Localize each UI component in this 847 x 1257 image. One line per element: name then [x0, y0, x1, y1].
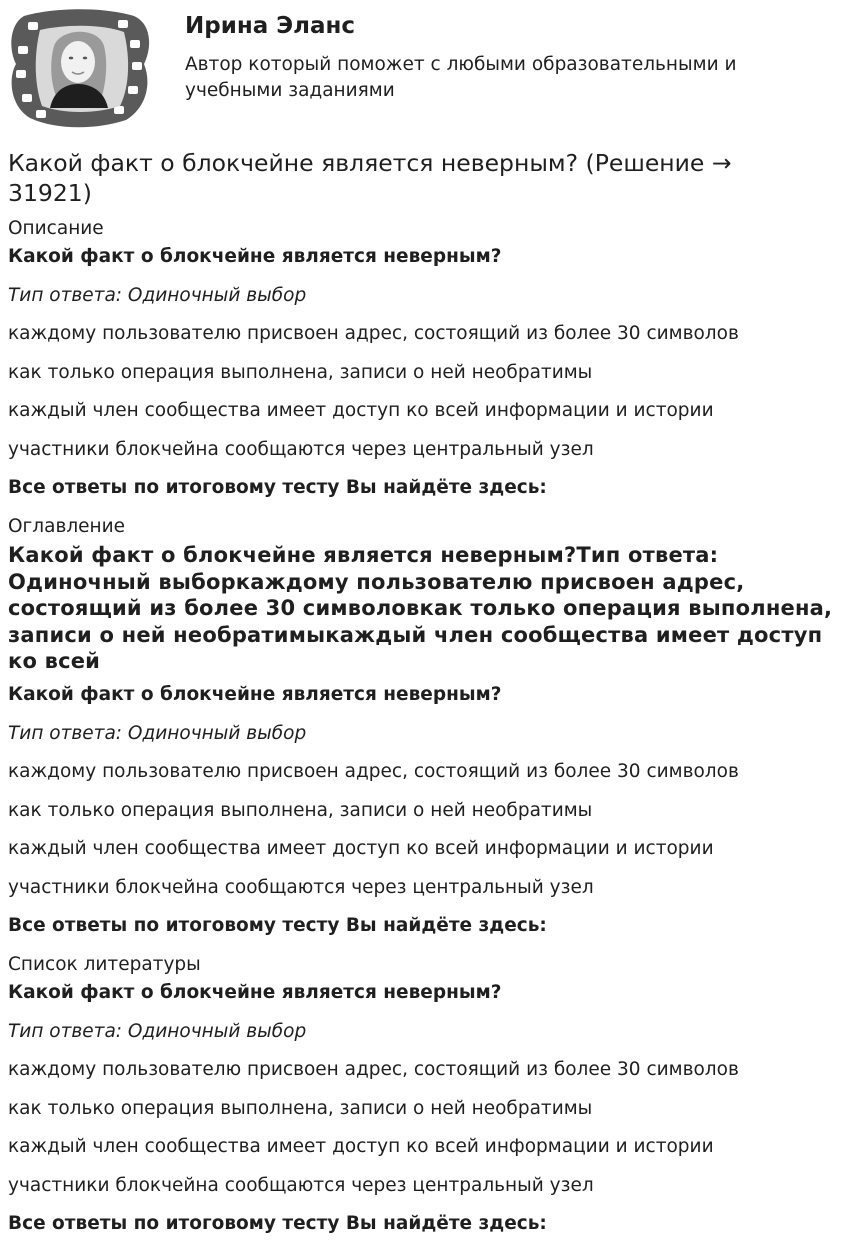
answers-note: Все ответы по итоговому тесту Вы найдёте здесь: — [8, 477, 547, 498]
answer-type: Тип ответа: Одиночный выбор — [8, 723, 307, 744]
toc-text: Какой факт о блокчейне является неверным?Тип ответа: Одиночный выборкаждому пользователю присвоен адрес, состоящий из более 30 символовкак только операция выполнена, записи о ней необратимыкаждый член сообщества имеет доступ ко всей — [8, 543, 833, 673]
answers-note: Все ответы по итоговому тесту Вы найдёте здесь: — [8, 1213, 547, 1234]
option-3: каждый член сообщества имеет доступ ко всей информации и истории — [8, 1136, 714, 1157]
author-avatar — [6, 6, 152, 128]
option-1: каждому пользователю присвоен адрес, состоящий из более 30 символов — [8, 323, 739, 344]
question-text: Какой факт о блокчейне является неверным? — [8, 982, 502, 1003]
page-title: Какой факт о блокчейне является неверным? (Решение → 31921) — [8, 149, 732, 207]
option-3: каждый член сообщества имеет доступ ко всей информации и истории — [8, 838, 714, 859]
option-2: как только операция выполнена, записи о ней необратимы — [8, 1098, 593, 1119]
option-4: участники блокчейна сообщаются через центральный узел — [8, 877, 594, 898]
answer-type: Тип ответа: Одиночный выбор — [8, 1021, 307, 1042]
option-2: как только операция выполнена, записи о ней необратимы — [8, 800, 593, 821]
option-1: каждому пользователю присвоен адрес, состоящий из более 30 символов — [8, 761, 739, 782]
option-1: каждому пользователю присвоен адрес, состоящий из более 30 символов — [8, 1059, 739, 1080]
option-3: каждый член сообщества имеет доступ ко всей информации и истории — [8, 400, 714, 421]
option-4: участники блокчейна сообщаются через центральный узел — [8, 439, 594, 460]
option-4: участники блокчейна сообщаются через центральный узел — [8, 1175, 594, 1196]
answers-note: Все ответы по итоговому тесту Вы найдёте здесь: — [8, 915, 547, 936]
author-name: Ирина Эланс — [185, 13, 356, 39]
answer-type: Тип ответа: Одиночный выбор — [8, 285, 307, 306]
section-label-toc: Оглавление — [8, 516, 126, 537]
question-text: Какой факт о блокчейне является неверным? — [8, 246, 502, 267]
section-label-bibliography: Список литературы — [8, 954, 201, 975]
question-text: Какой факт о блокчейне является неверным? — [8, 684, 502, 705]
option-2: как только операция выполнена, записи о ней необратимы — [8, 362, 593, 383]
author-description: Автор который поможет с любыми образовательными и учебными заданиями — [185, 54, 737, 101]
section-label-description: Описание — [8, 218, 104, 239]
